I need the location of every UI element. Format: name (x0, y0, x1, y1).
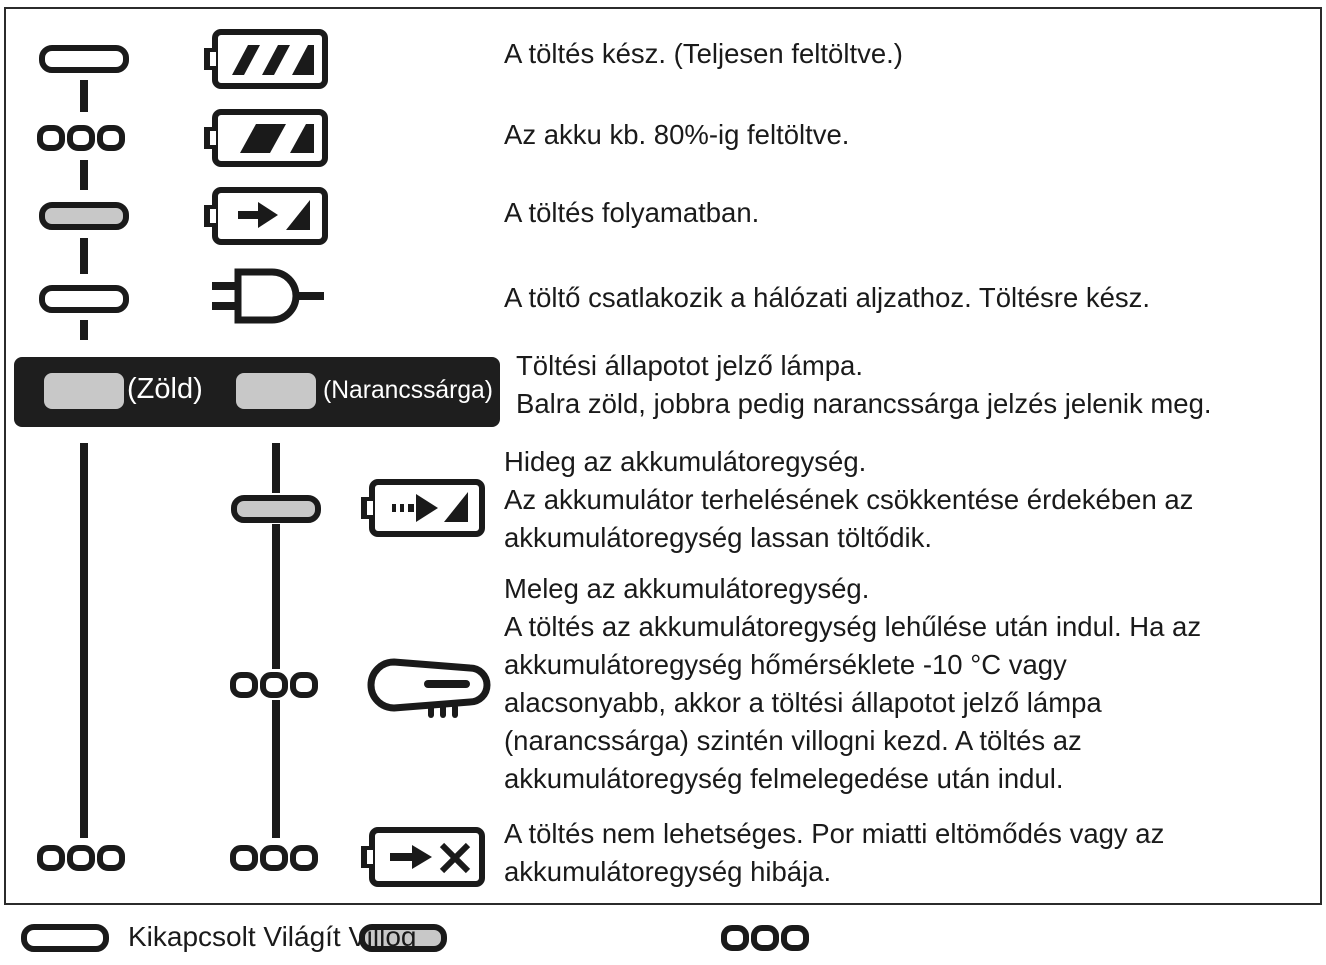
lamp-on (234, 498, 318, 520)
battery-error-icon (361, 830, 482, 884)
legend-label: Kikapcsolt Világít Villog (128, 921, 417, 952)
status-plug-text: A töltő csatlakozik a hálózati aljzathoz. Töltésre kész. (504, 282, 1151, 313)
status-charging-text: A töltés folyamatban. (504, 197, 760, 228)
plug-icon (212, 272, 324, 320)
lamp-blink (40, 128, 122, 148)
lamp-description-line1: Töltési állapotot jelző lámpa. (516, 350, 863, 381)
lamp-off (42, 288, 126, 310)
green-label: (Zöld) (127, 373, 203, 405)
lamp-off (42, 48, 126, 70)
lamp-description-line2: Balra zöld, jobbra pedig narancssárga jelzés jelenik meg. (516, 388, 1212, 419)
lamp-description (516, 347, 1212, 423)
battery-charging-icon (204, 190, 325, 242)
orange-lamp (236, 373, 316, 409)
status-full-text: A töltés kész. (Teljesen feltöltve.) (504, 38, 903, 69)
thermometer-icon (371, 662, 487, 718)
status-cold-text: Hideg az akkumulátoregység. Az akkumulátor terhelésének csökkentése érdekében az akkumulátoregység lassan töltődik. (504, 446, 1194, 553)
status-80-text: Az akku kb. 80%-ig feltöltve. (504, 119, 850, 150)
lamp-on (42, 205, 126, 227)
green-lamp (44, 373, 124, 409)
lamp-blink (233, 675, 315, 695)
green-line (80, 443, 88, 838)
battery-80-icon (204, 112, 325, 164)
status-error-text: A töltés nem lehetséges. Por miatti eltömődés vagy az akkumulátoregység hibája. (504, 818, 1165, 887)
battery-slow-charge-icon (361, 482, 482, 534)
battery-full-icon (204, 32, 325, 86)
legend-off-lamp (24, 927, 106, 949)
legend-blink-lamp (724, 928, 806, 948)
lamp-blink (40, 848, 315, 868)
status-warm-text: Meleg az akkumulátoregység. A töltés az akkumulátoregység lehűlése után indul. Ha az akkumulátoregység hőmérséklete -10 °C vagy alacsonyabb, akkor a töltési állapotot jelző lámpa (narancssárga) szintén villogni kezd. A töltés az akkumulátoregység felmelegedése után indul. (504, 573, 1202, 794)
orange-label: (Narancssárga) (323, 376, 493, 404)
